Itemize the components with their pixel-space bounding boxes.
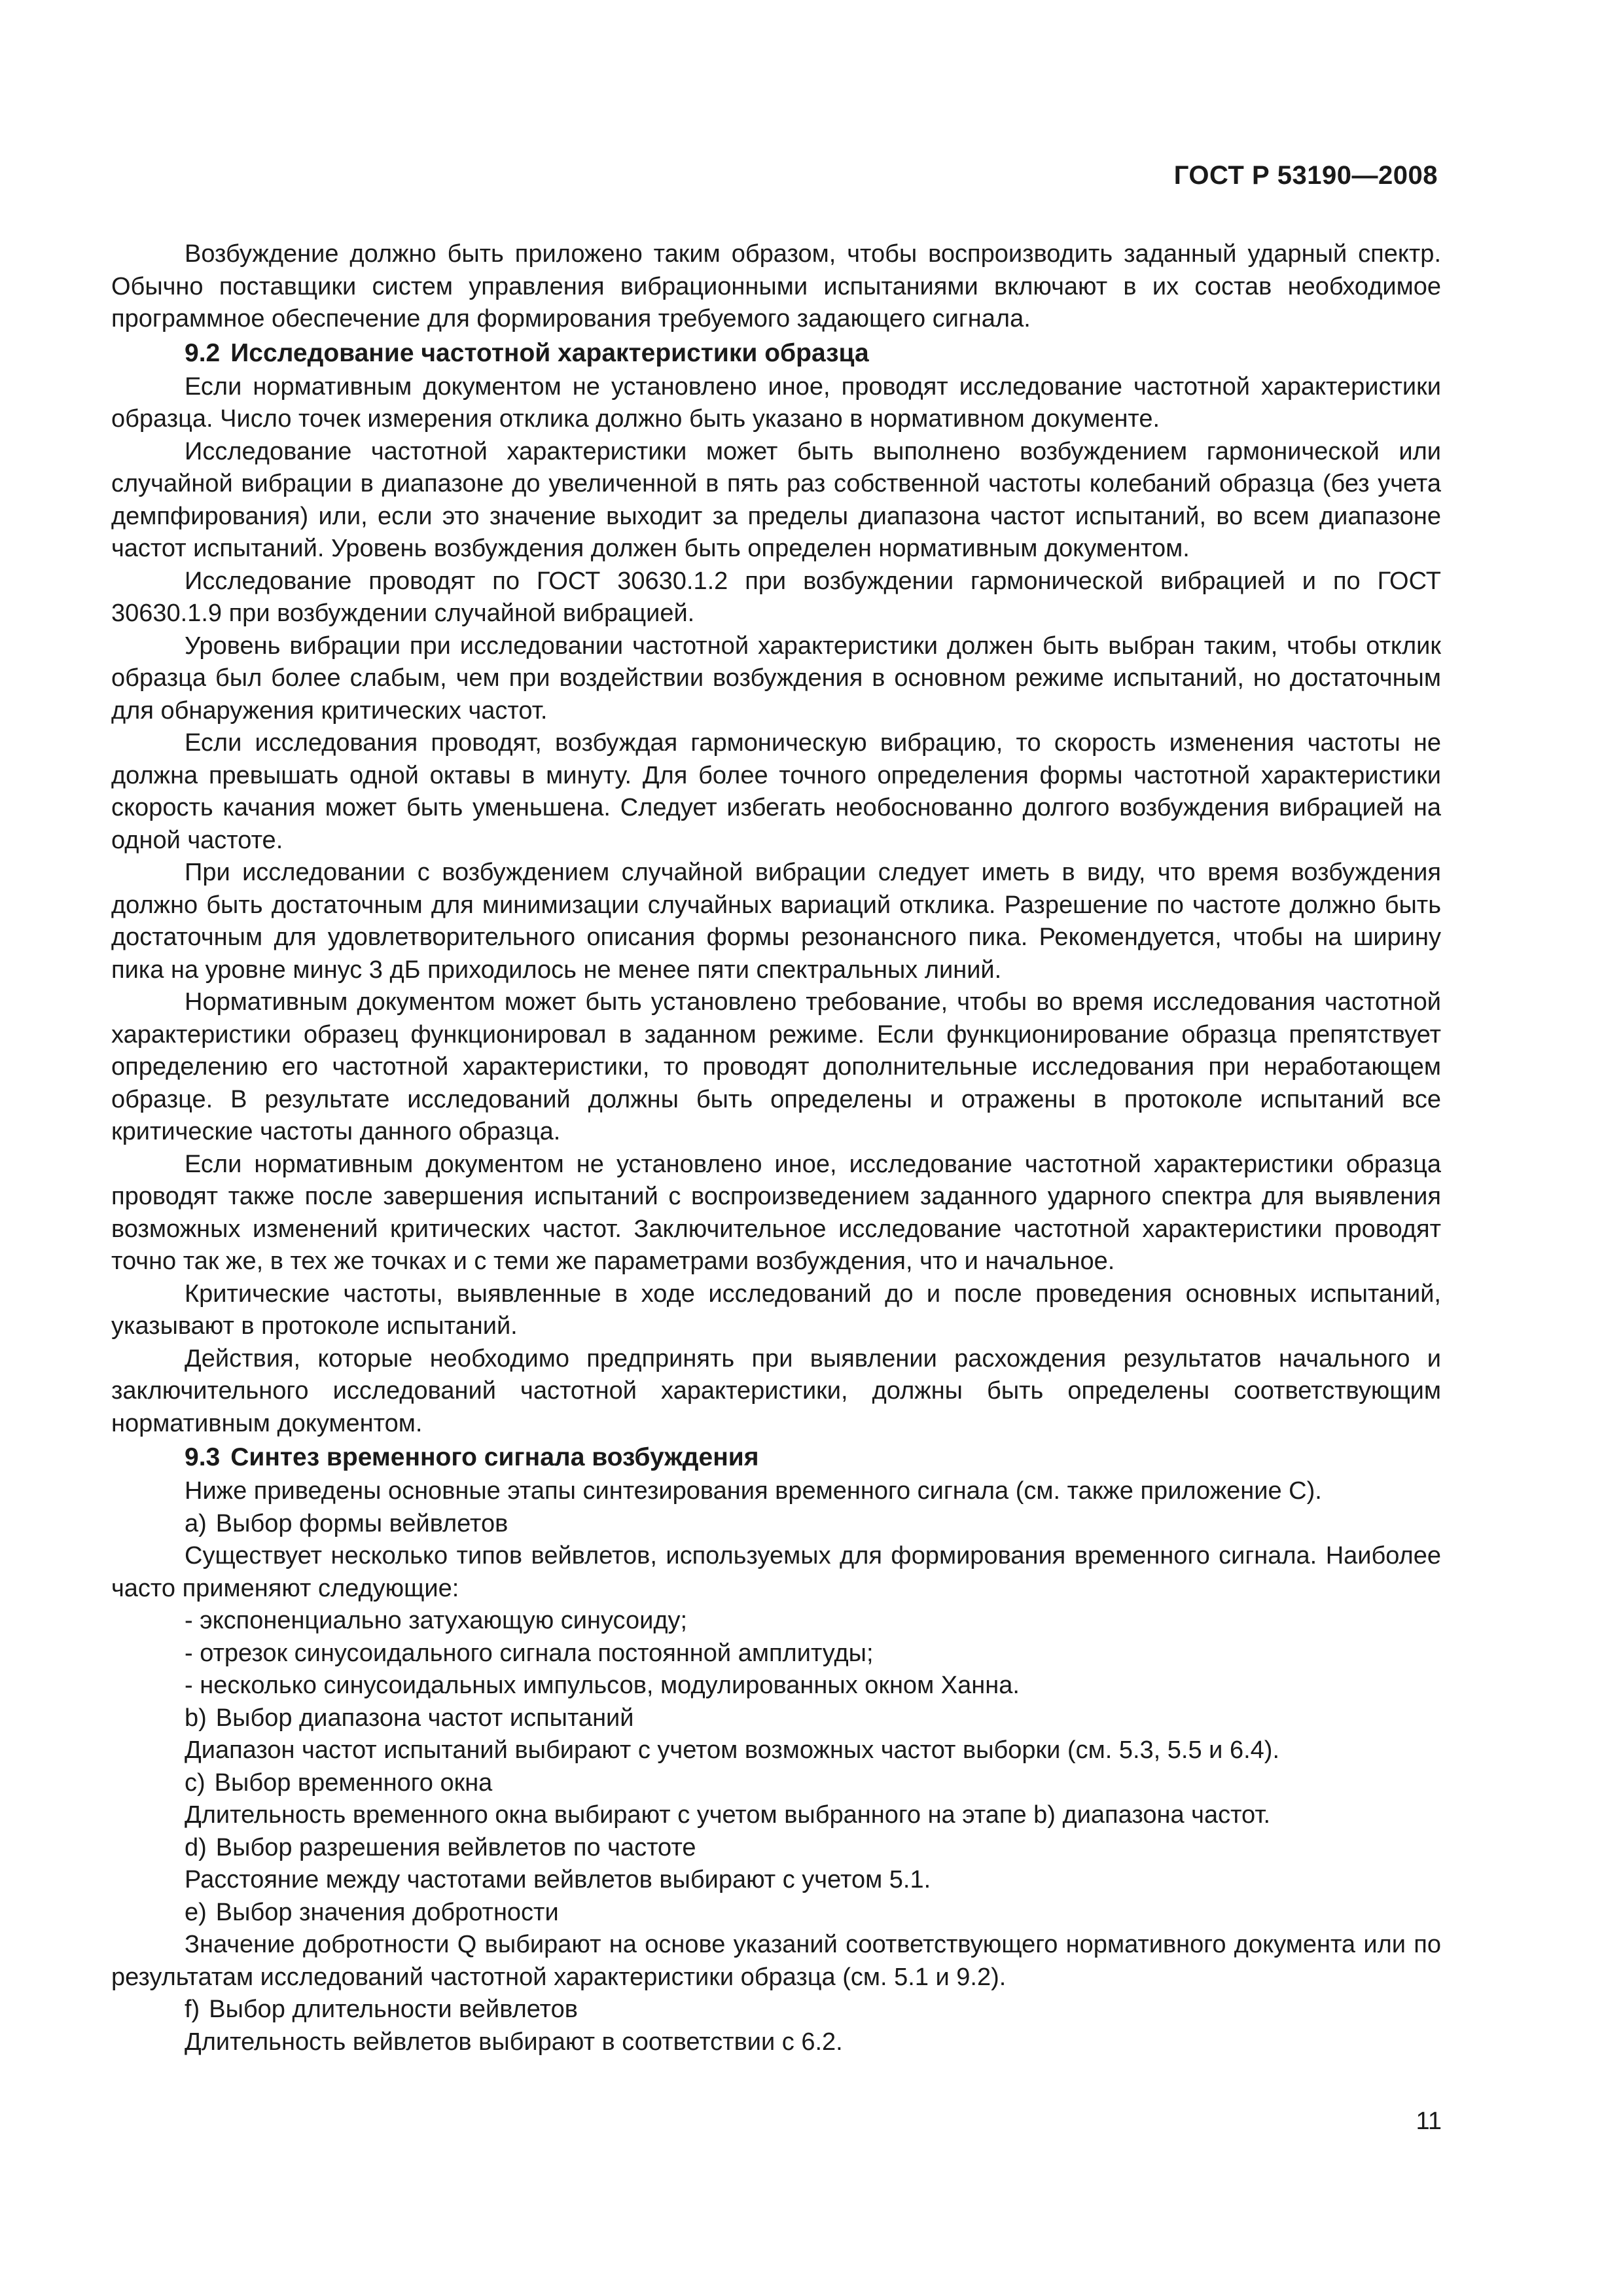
- list-item: - экспоненциально затухающую синусоиду;: [185, 1607, 688, 1634]
- page-number: 11: [1416, 2108, 1442, 2135]
- paragraph: Расстояние между частотами вейвлетов выбирают с учетом 5.1.: [185, 1866, 931, 1893]
- list-item: - отрезок синусоидального сигнала постоянной амплитуды;: [185, 1639, 874, 1667]
- step-label: е): [185, 1898, 207, 1926]
- paragraph: Действия, которые необходимо предпринять при выявлении расхождения результатов начального и заключительного исследований частотной характеристики, должны быть определены соответствующим нормативным документом.: [111, 1344, 1441, 1437]
- section-number: 9.2: [185, 338, 221, 367]
- document-body: [111, 238, 1441, 2058]
- paragraph: Существует несколько типов вейвлетов, используемых для формирования временного сигнала. Наиболее часто применяют следующие:: [111, 1542, 1441, 1602]
- paragraph: Длительность вейвлетов выбирают в соответствии с 6.2.: [185, 2028, 843, 2056]
- paragraph: Ниже приведены основные этапы синтезирования временного сигнала (см. также приложение С).: [185, 1477, 1322, 1505]
- paragraph: Если нормативным документом не установлено иное, проводят исследование частотной характеристики образца. Число точек измерения отклика должно быть указано в нормативном документе.: [111, 372, 1441, 433]
- paragraph: Длительность временного окна выбирают с учетом выбранного на этапе b) диапазона частот.: [185, 1801, 1271, 1829]
- paragraph: Значение добротности Q выбирают на основе указаний соответствующего нормативного документа или по результатам исследований частотной характеристики образца (см. 5.1 и 9.2).: [111, 1931, 1441, 1991]
- section-title: Исследование частотной характеристики образца: [230, 338, 869, 367]
- document-header-id: ГОСТ Р 53190—2008: [1173, 161, 1438, 190]
- step-label: d): [185, 1833, 207, 1861]
- step-label: b): [185, 1704, 207, 1732]
- step-title: Выбор диапазона частот испытаний: [215, 1704, 634, 1732]
- paragraph: Критические частоты, выявленные в ходе исследований до и после проведения основных испытаний, указывают в протоколе испытаний.: [111, 1280, 1441, 1340]
- step-title: Выбор разрешения вейвлетов по частоте: [215, 1833, 696, 1861]
- list-item: - несколько синусоидальных импульсов, модулированных окном Ханна.: [185, 1672, 1020, 1699]
- step-b-heading: [111, 1702, 1441, 1735]
- paragraph: При исследовании с возбуждением случайной вибрации следует иметь в виду, что время возбуждения должно быть достаточным для минимизации случайных вариаций отклика. Разрешение по частоте должно быть достаточным для удовлетворительного описания формы резонансного пика. Рекомендуется, чтобы на ширину пика на уровне минус 3 дБ приходилось не менее пяти спектральных линий.: [111, 859, 1441, 984]
- step-a-heading: [111, 1508, 1441, 1541]
- step-title: Выбор временного окна: [214, 1768, 493, 1797]
- step-label: с): [185, 1768, 205, 1797]
- step-title: Выбор длительности вейвлетов: [209, 1996, 578, 2023]
- step-d-heading: [111, 1832, 1441, 1865]
- paragraph: Если исследования проводят, возбуждая гармоническую вибрацию, то скорость изменения частоты не должна превышать одной октавы в минуту. Для более точного определения формы частотной характеристики скорость качания может быть уменьшена. Следует избегать необоснованно долгого возбуждения вибрацией на одной частоте.: [111, 729, 1441, 854]
- paragraph: Диапазон частот испытаний выбирают с учетом возможных частот выборки (см. 5.3, 5.5 и 6.4).: [185, 1736, 1280, 1764]
- step-label: а): [185, 1509, 207, 1537]
- step-title: Выбор значения добротности: [215, 1898, 559, 1926]
- section-heading-9-2: [111, 337, 1441, 370]
- step-label: f): [185, 1996, 200, 2023]
- step-e-heading: [111, 1897, 1441, 1929]
- paragraph: Если нормативным документом не установлено иное, исследование частотной характеристики образца проводят также после завершения испытаний с воспроизведением заданного ударного спектра для выявления возможных изменений критических частот. Заключительное исследование частотной характеристики проводят точно так же, в тех же точках и с теми же параметрами возбуждения, что и начальное.: [111, 1150, 1441, 1275]
- paragraph-intro: Возбуждение должно быть приложено таким образом, чтобы воспроизводить заданный ударный спектр. Обычно поставщики систем управления вибрационными испытаниями включают в их состав необходимое программное обеспечение для формирования требуемого задающего сигнала.: [111, 240, 1441, 332]
- step-title: Выбор формы вейвлетов: [215, 1509, 508, 1537]
- section-number: 9.3: [185, 1443, 221, 1471]
- paragraph: Исследование частотной характеристики может быть выполнено возбуждением гармонической или случайной вибрации в диапазоне до увеличенной в пять раз собственной частоты колебаний образца (без учета демпфирования) или, если это значение выходит за пределы диапазона частот испытаний, во всем диапазоне частот испытаний. Уровень возбуждения должен быть определен нормативным документом.: [111, 437, 1441, 562]
- paragraph: Нормативным документом может быть установлено требование, чтобы во время исследования частотной характеристики образец функционировал в заданном режиме. Если функционирование образца препятствует определению его частотной характеристики, то проводят дополнительные исследования при неработающем образце. В результате исследований должны быть определены и отражены в протоколе испытаний все критические частоты данного образца.: [111, 988, 1441, 1145]
- paragraph: Уровень вибрации при исследовании частотной характеристики должен быть выбран таким, чтобы отклик образца был более слабым, чем при воздействии возбуждения в основном режиме испытаний, но достаточным для обнаружения критических частот.: [111, 632, 1441, 725]
- step-f-heading: [111, 1994, 1441, 2026]
- step-c-heading: [111, 1767, 1441, 1800]
- section-title: Синтез временного сигнала возбуждения: [230, 1443, 759, 1471]
- section-heading-9-3: [111, 1441, 1441, 1474]
- paragraph: Исследование проводят по ГОСТ 30630.1.2 при возбуждении гармонической вибрацией и по ГОСТ 30630.1.9 при возбуждении случайной вибрацией.: [111, 567, 1441, 627]
